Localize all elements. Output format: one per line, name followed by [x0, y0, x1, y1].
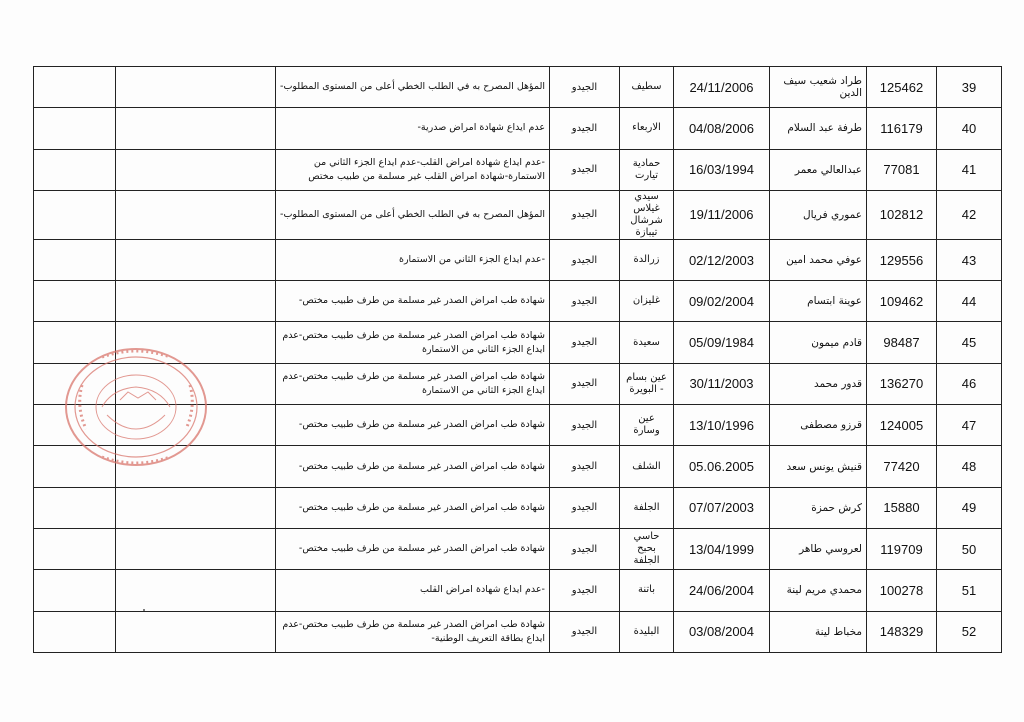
birth-place: حمادية تيارت — [620, 149, 674, 190]
rejection-reason: شهادة طب امراض الصدر غير مسلمة من طرف طبيب مختص-عدم ايداع الجزء الثاني من الاستمارة — [276, 363, 550, 404]
birth-place: البليدة — [620, 611, 674, 652]
sport-discipline: الجيدو — [550, 570, 620, 611]
table-row — [34, 611, 1002, 652]
birth-place: الجلفة — [620, 487, 674, 528]
birth-place: حاسي بحبح الجلفة — [620, 528, 674, 569]
table-row — [34, 239, 1002, 280]
registration-number: 77081 — [867, 149, 937, 190]
table-row — [34, 528, 1002, 569]
birth-place: عين وسارة — [620, 405, 674, 446]
rejection-reason: شهادة طب امراض الصدر غير مسلمة من طرف طبيب مختص-عدم ايداع بطاقة التعريف الوطنية- — [276, 611, 550, 652]
registration-number: 125462 — [867, 67, 937, 108]
birth-date: 13/10/1996 — [674, 405, 770, 446]
speck — [143, 609, 145, 611]
birth-date: 24/06/2004 — [674, 570, 770, 611]
table-row — [34, 487, 1002, 528]
sport-discipline: الجيدو — [550, 405, 620, 446]
rejection-reason: شهادة طب امراض الصدر غير مسلمة من طرف طبيب مختص- — [276, 281, 550, 322]
birth-place: سطيف — [620, 67, 674, 108]
observations-cell — [116, 487, 276, 528]
birth-date: 03/08/2004 — [674, 611, 770, 652]
observations-cell — [116, 149, 276, 190]
candidate-name: كرش حمزة — [770, 487, 867, 528]
row-number: 48 — [937, 446, 1002, 487]
observations-cell — [116, 528, 276, 569]
birth-date: 05.06.2005 — [674, 446, 770, 487]
registration-number: 77420 — [867, 446, 937, 487]
candidate-name: قنيش يونس سعد — [770, 446, 867, 487]
birth-place: عين بسام - البويرة — [620, 363, 674, 404]
rejection-reason: شهادة طب امراض الصدر غير مسلمة من طرف طبيب مختص- — [276, 405, 550, 446]
birth-date: 07/07/2003 — [674, 487, 770, 528]
rejection-reason: شهادة طب امراض الصدر غير مسلمة من طرف طبيب مختص- — [276, 528, 550, 569]
registration-number: 100278 — [867, 570, 937, 611]
row-number: 52 — [937, 611, 1002, 652]
rejection-reason: المؤهل المصرح به في الطلب الخطي أعلى من المستوى المطلوب- — [276, 190, 550, 239]
row-number: 47 — [937, 405, 1002, 446]
rejection-reason: شهادة طب امراض الصدر غير مسلمة من طرف طبيب مختص- — [276, 487, 550, 528]
table-row — [34, 570, 1002, 611]
birth-date: 30/11/2003 — [674, 363, 770, 404]
observations-cell — [116, 190, 276, 239]
candidate-name: عموري فريال — [770, 190, 867, 239]
row-number: 42 — [937, 190, 1002, 239]
registration-number: 119709 — [867, 528, 937, 569]
notes-cell — [34, 190, 116, 239]
rejection-reason: -عدم ايداع شهادة امراض القلب-عدم ايداع الجزء الثاني من الاستمارة-شهادة امراض القلب غير مسلمة من طبيب مختص — [276, 149, 550, 190]
rejection-reason: -عدم ايداع شهادة امراض القلب — [276, 570, 550, 611]
sport-discipline: الجيدو — [550, 190, 620, 239]
rejection-reason: عدم ايداع شهادة امراض صدرية- — [276, 108, 550, 149]
row-number: 41 — [937, 149, 1002, 190]
sport-discipline: الجيدو — [550, 239, 620, 280]
candidate-name: قادم ميمون — [770, 322, 867, 363]
birth-place: الشلف — [620, 446, 674, 487]
observations-cell — [116, 281, 276, 322]
candidate-name: عبدالعالي معمر — [770, 149, 867, 190]
birth-place: غليزان — [620, 281, 674, 322]
candidate-name: محمدي مريم لينة — [770, 570, 867, 611]
candidate-name: طراد شعيب سيف الدين — [770, 67, 867, 108]
birth-date: 05/09/1984 — [674, 322, 770, 363]
birth-date: 13/04/1999 — [674, 528, 770, 569]
birth-date: 16/03/1994 — [674, 149, 770, 190]
official-stamp-icon — [62, 345, 210, 469]
row-number: 46 — [937, 363, 1002, 404]
row-number: 50 — [937, 528, 1002, 569]
registration-number: 116179 — [867, 108, 937, 149]
table-row — [34, 108, 1002, 149]
notes-cell — [34, 487, 116, 528]
row-number: 43 — [937, 239, 1002, 280]
birth-date: 19/11/2006 — [674, 190, 770, 239]
notes-cell — [34, 281, 116, 322]
table-row — [34, 190, 1002, 239]
birth-date: 09/02/2004 — [674, 281, 770, 322]
sport-discipline: الجيدو — [550, 281, 620, 322]
candidate-name: طرفة عبد السلام — [770, 108, 867, 149]
observations-cell — [116, 570, 276, 611]
observations-cell — [116, 611, 276, 652]
registration-number: 15880 — [867, 487, 937, 528]
birth-date: 02/12/2003 — [674, 239, 770, 280]
sport-discipline: الجيدو — [550, 528, 620, 569]
rejection-reason: -عدم ايداع الجزء الثاني من الاستمارة — [276, 239, 550, 280]
notes-cell — [34, 67, 116, 108]
candidate-name: لعروسي طاهر — [770, 528, 867, 569]
birth-place: الاربعاء — [620, 108, 674, 149]
table-row — [34, 149, 1002, 190]
notes-cell — [34, 149, 116, 190]
row-number: 40 — [937, 108, 1002, 149]
notes-cell — [34, 108, 116, 149]
candidate-name: قدور محمد — [770, 363, 867, 404]
candidate-name: عوينة ابتسام — [770, 281, 867, 322]
sport-discipline: الجيدو — [550, 611, 620, 652]
registration-number: 148329 — [867, 611, 937, 652]
notes-cell — [34, 611, 116, 652]
registration-number: 124005 — [867, 405, 937, 446]
candidate-name: مخباط لينة — [770, 611, 867, 652]
sport-discipline: الجيدو — [550, 446, 620, 487]
birth-place: باتنة — [620, 570, 674, 611]
candidate-name: قرزو مصطفى — [770, 405, 867, 446]
registration-number: 129556 — [867, 239, 937, 280]
rejection-reason: شهادة طب امراض الصدر غير مسلمة من طرف طبيب مختص-عدم ايداع الجزء الثاني من الاستمارة — [276, 322, 550, 363]
registration-number: 109462 — [867, 281, 937, 322]
observations-cell — [116, 108, 276, 149]
registration-number: 98487 — [867, 322, 937, 363]
birth-place: سعيدة — [620, 322, 674, 363]
sport-discipline: الجيدو — [550, 363, 620, 404]
sport-discipline: الجيدو — [550, 108, 620, 149]
notes-cell — [34, 239, 116, 280]
sport-discipline: الجيدو — [550, 487, 620, 528]
notes-cell — [34, 528, 116, 569]
registration-number: 102812 — [867, 190, 937, 239]
birth-place: سيدي غيلاس شرشال تيبازة — [620, 190, 674, 239]
observations-cell — [116, 239, 276, 280]
row-number: 51 — [937, 570, 1002, 611]
row-number: 45 — [937, 322, 1002, 363]
row-number: 44 — [937, 281, 1002, 322]
table-row — [34, 67, 1002, 108]
notes-cell — [34, 570, 116, 611]
rejection-reason: المؤهل المصرح به في الطلب الخطي أعلى من المستوى المطلوب- — [276, 67, 550, 108]
sport-discipline: الجيدو — [550, 67, 620, 108]
table-row — [34, 281, 1002, 322]
birth-date: 04/08/2006 — [674, 108, 770, 149]
birth-place: زرالدة — [620, 239, 674, 280]
row-number: 49 — [937, 487, 1002, 528]
candidate-name: عوفي محمد امين — [770, 239, 867, 280]
registration-number: 136270 — [867, 363, 937, 404]
sport-discipline: الجيدو — [550, 322, 620, 363]
rejection-reason: شهادة طب امراض الصدر غير مسلمة من طرف طبيب مختص- — [276, 446, 550, 487]
row-number: 39 — [937, 67, 1002, 108]
birth-date: 24/11/2006 — [674, 67, 770, 108]
observations-cell — [116, 67, 276, 108]
sport-discipline: الجيدو — [550, 149, 620, 190]
